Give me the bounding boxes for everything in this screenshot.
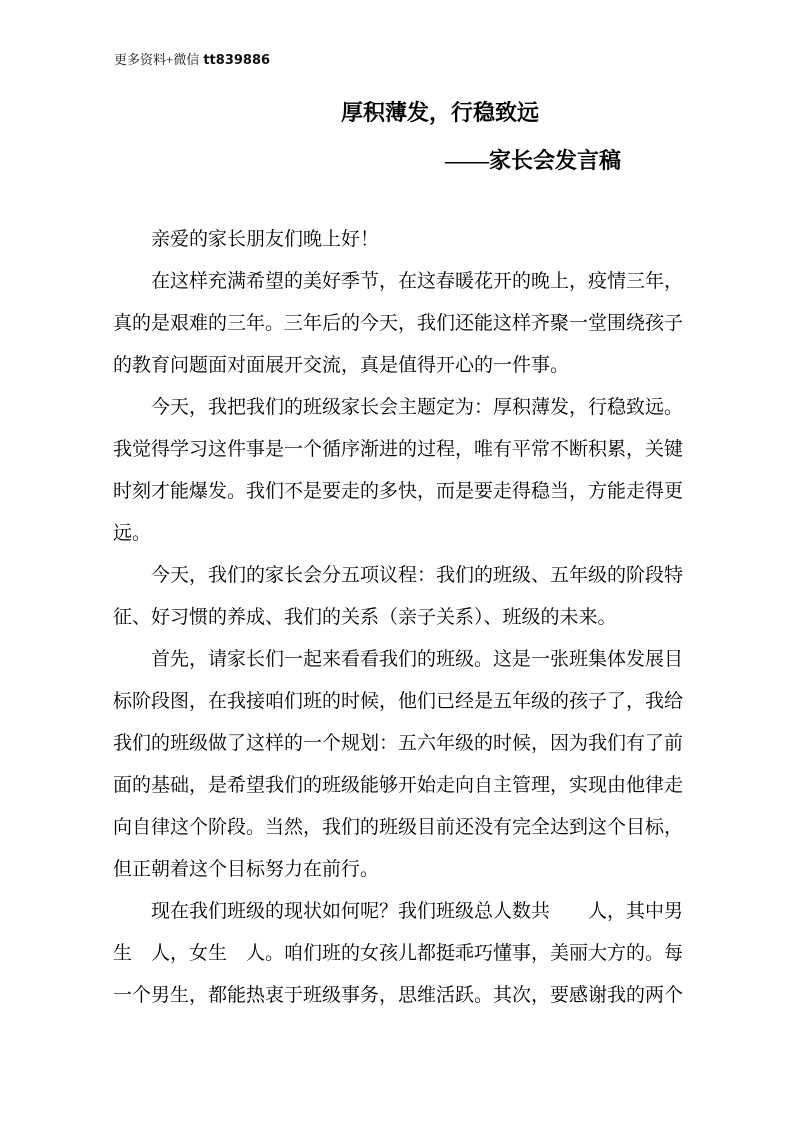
paragraph-class-plan: 首先，请家长们一起来看看我们的班级。这是一张班集体发展目标阶段图，在我接咱们班的时候，他们已经是五年级的孩子了，我给我们的班级做了这样的一个规划：五六年级的时候，因为我们有了前面的基础，是希望我们的班级能够开始走向自主管理，实现由他律走向自律这个阶段。当然，我们的班级目前还没有完全达到这个目标，但正朝着这个目标努力在前行。 [113,649,684,880]
watermark-text: 更多资料+微信 [114,52,200,67]
document-title: 厚积薄发，行稳致远 [340,100,539,125]
paragraph-class-status: 现在我们班级的现状如何呢？我们班级总人数共 人，其中男生 人，女生 人。咱们班的女孩儿都挺乖巧懂事，美丽大方的。每一个男生，都能热衷于班级事务，思维活跃。其次，要感谢我的两个 [113,901,684,1006]
paragraph-theme: 今天，我把我们的班级家长会主题定为：厚积薄发，行稳致远。我觉得学习这件事是一个循序渐进的过程，唯有平常不断积累，关键时刻才能爆发。我们不是要走的多快，而是要走得稳当，方能走得更远。 [113,397,684,544]
paragraph-greeting: 亲爱的家长朋友们晚上好！ [151,229,380,250]
paragraph-agenda: 今天，我们的家长会分五项议程：我们的班级、五年级的阶段特征、好习惯的养成、我们的关系（亲子关系）、班级的未来。 [113,565,684,628]
paragraph-opening: 在这样充满希望的美好季节，在这春暖花开的晚上，疫情三年，真的是艰难的三年。三年后的今天，我们还能这样齐聚一堂围绕孩子的教育问题面对面展开交流，真是值得开心的一件事。 [113,271,684,376]
document-body [113,219,683,1017]
watermark [114,52,270,69]
watermark-code: tt839886 [203,53,271,68]
document-subtitle: ——家长会发言稿 [444,148,621,173]
